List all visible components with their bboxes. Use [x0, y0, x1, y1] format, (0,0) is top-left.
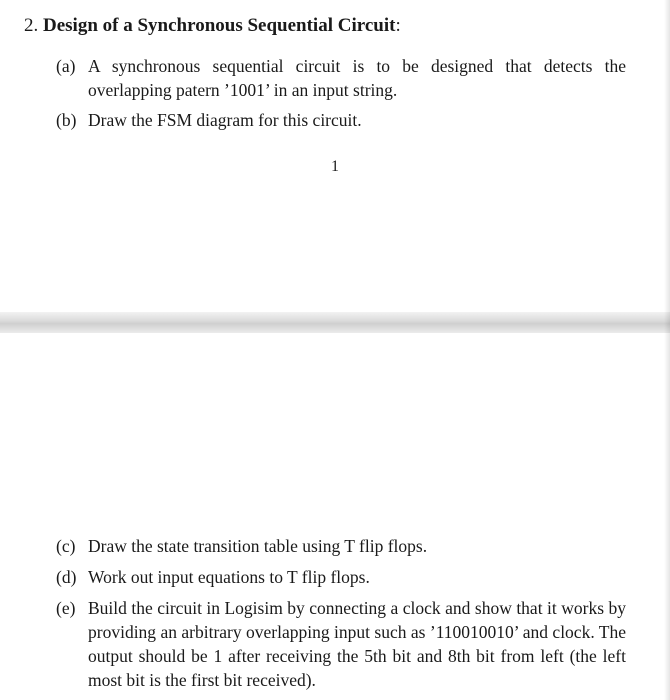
item-e [56, 596, 626, 692]
item-d [56, 565, 626, 589]
item-d-text: Work out input equations to T flip flops. [88, 567, 370, 587]
item-b-text: Draw the FSM diagram for this circuit. [88, 110, 362, 130]
item-b-label: (b) [56, 110, 77, 130]
page-1 [0, 0, 670, 312]
item-e-label: (e) [56, 598, 76, 618]
question-title-colon: : [395, 15, 401, 36]
item-c [56, 534, 626, 558]
question-heading [24, 13, 401, 39]
page-separator [0, 312, 670, 333]
item-a-label: (a) [56, 56, 76, 76]
item-d-label: (d) [56, 567, 77, 587]
question-title: Design of a Synchronous Sequential Circuit [43, 15, 396, 36]
item-c-label: (c) [56, 536, 76, 556]
screen-edge-shadow [664, 0, 670, 700]
question-number: 2. [24, 15, 39, 36]
item-e-text: Build the circuit in Logisim by connecting a clock and show that it works by providing an arbitrary overlapping input such as ’110010010’ and clock. The output should be 1 after receiving the 5th bit and 8th bit from left (the left most bit is the first bit received). [88, 598, 626, 690]
item-c-text: Draw the state transition table using T flip flops. [88, 536, 428, 556]
item-a [56, 54, 626, 102]
page-2 [0, 333, 670, 700]
page-number: 1 [331, 158, 339, 175]
item-a-text: A synchronous sequential circuit is to be designed that detects the overlapping patern ’1001’ in an input string. [88, 56, 626, 100]
item-b [56, 108, 626, 132]
